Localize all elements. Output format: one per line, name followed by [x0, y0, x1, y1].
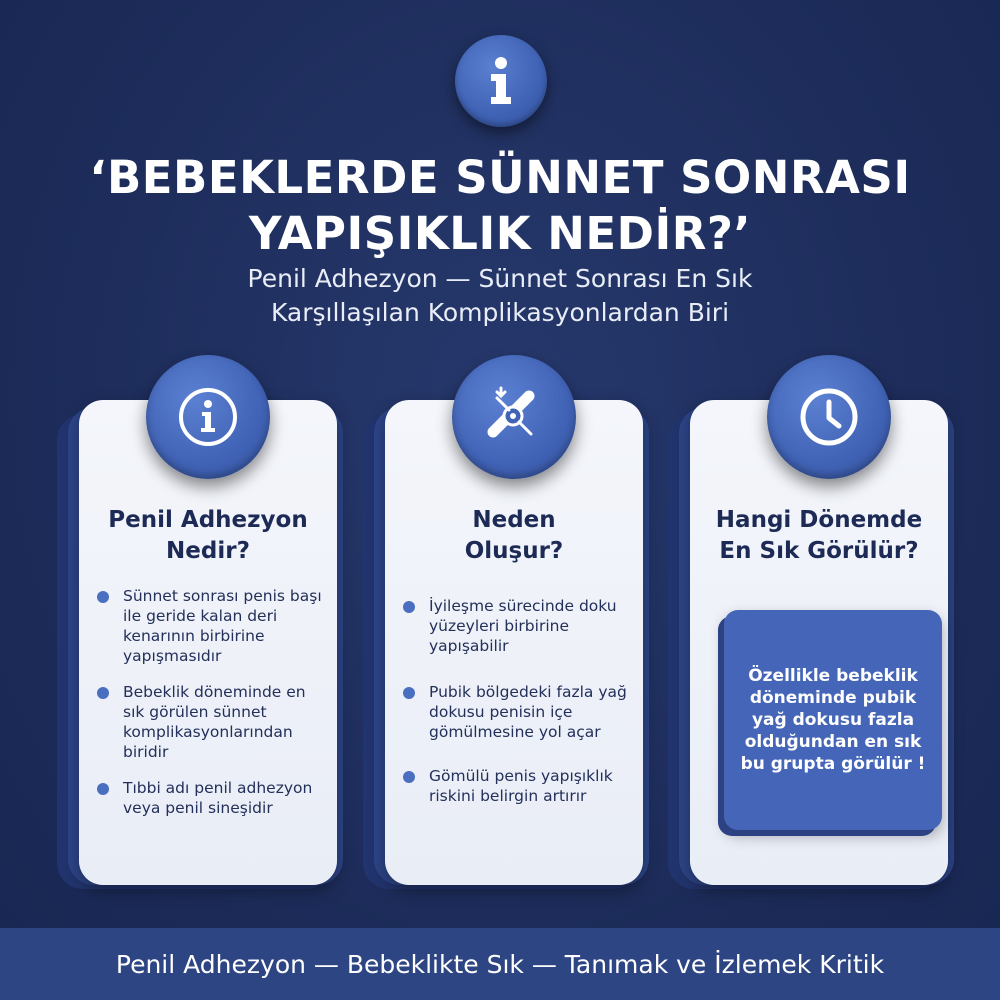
adhesion-icon	[452, 355, 576, 479]
card-timing	[690, 400, 965, 885]
info-icon	[455, 35, 547, 127]
bullet-dot	[97, 591, 109, 603]
subtitle-line-2: Karşıllaşılan Komplikasyonlardan Biri	[270, 298, 730, 327]
bullet-text: İyileşme sürecinde doku yüzeyleri birbirine yapışabilir	[429, 597, 617, 655]
card-title-line-1: Penil Adhezyon	[108, 507, 308, 533]
card-body	[690, 400, 948, 885]
card-title-line-1: Hangi Dönemde	[715, 507, 923, 533]
card-title-line-1: Neden	[472, 507, 556, 533]
bullet-list	[403, 596, 631, 822]
info-icon	[146, 355, 270, 479]
bullet-text: Sünnet sonrası penis başı ile geride kalan deri kenarının birbirine yapışmasıdır	[123, 587, 322, 665]
list-item	[403, 682, 631, 742]
card-title	[79, 505, 337, 567]
bullet-dot	[403, 601, 415, 613]
bullet-dot	[403, 687, 415, 699]
list-item	[97, 682, 325, 762]
list-item	[97, 586, 325, 666]
bullet-dot	[403, 771, 415, 783]
list-item	[97, 778, 325, 818]
card-title-line-2: Oluşur?	[464, 538, 564, 564]
card-title-line-2: Nedir?	[166, 538, 250, 564]
card-body	[385, 400, 643, 885]
clock-icon	[767, 355, 891, 479]
list-item	[403, 766, 631, 806]
list-item	[403, 596, 631, 656]
title-line-1: ‘BEBEKLERDE SÜNNET SONRASI	[89, 151, 911, 204]
card-body	[79, 400, 337, 885]
title-line-2: YAPIŞIKLIK NEDİR?’	[248, 207, 752, 260]
card-cause	[385, 400, 660, 885]
footer-banner	[0, 928, 1000, 1000]
card-title	[690, 505, 948, 567]
bullet-dot	[97, 783, 109, 795]
bullet-text: Tıbbi adı penil adhezyon veya penil sineşidir	[123, 779, 313, 817]
card-definition	[79, 400, 354, 885]
card-title-line-2: En Sık Görülür?	[719, 538, 919, 564]
bullet-text: Gömülü penis yapışıklık riskini belirgin artırır	[429, 767, 613, 805]
bullet-text: Pubik bölgedeki fazla yağ dokusu penisin içe gömülmesine yol açar	[429, 683, 627, 741]
subtitle-line-1: Penil Adhezyon — Sünnet Sonrası En Sık	[247, 264, 753, 293]
bullet-list	[97, 586, 325, 834]
bullet-dot	[97, 687, 109, 699]
card-title	[385, 505, 643, 567]
highlight-box: Özellikle bebeklik döneminde pubik yağ dokusu fazla olduğundan en sık bu grupta görülür !	[724, 610, 942, 830]
bullet-text: Bebeklik döneminde en sık görülen sünnet komplikasyonlarından biridir	[123, 683, 306, 761]
footer-text: Penil Adhezyon — Bebeklikte Sık — Tanımak ve İzlemek Kritik	[115, 949, 885, 979]
page-title	[60, 150, 940, 262]
page-subtitle	[80, 262, 920, 330]
